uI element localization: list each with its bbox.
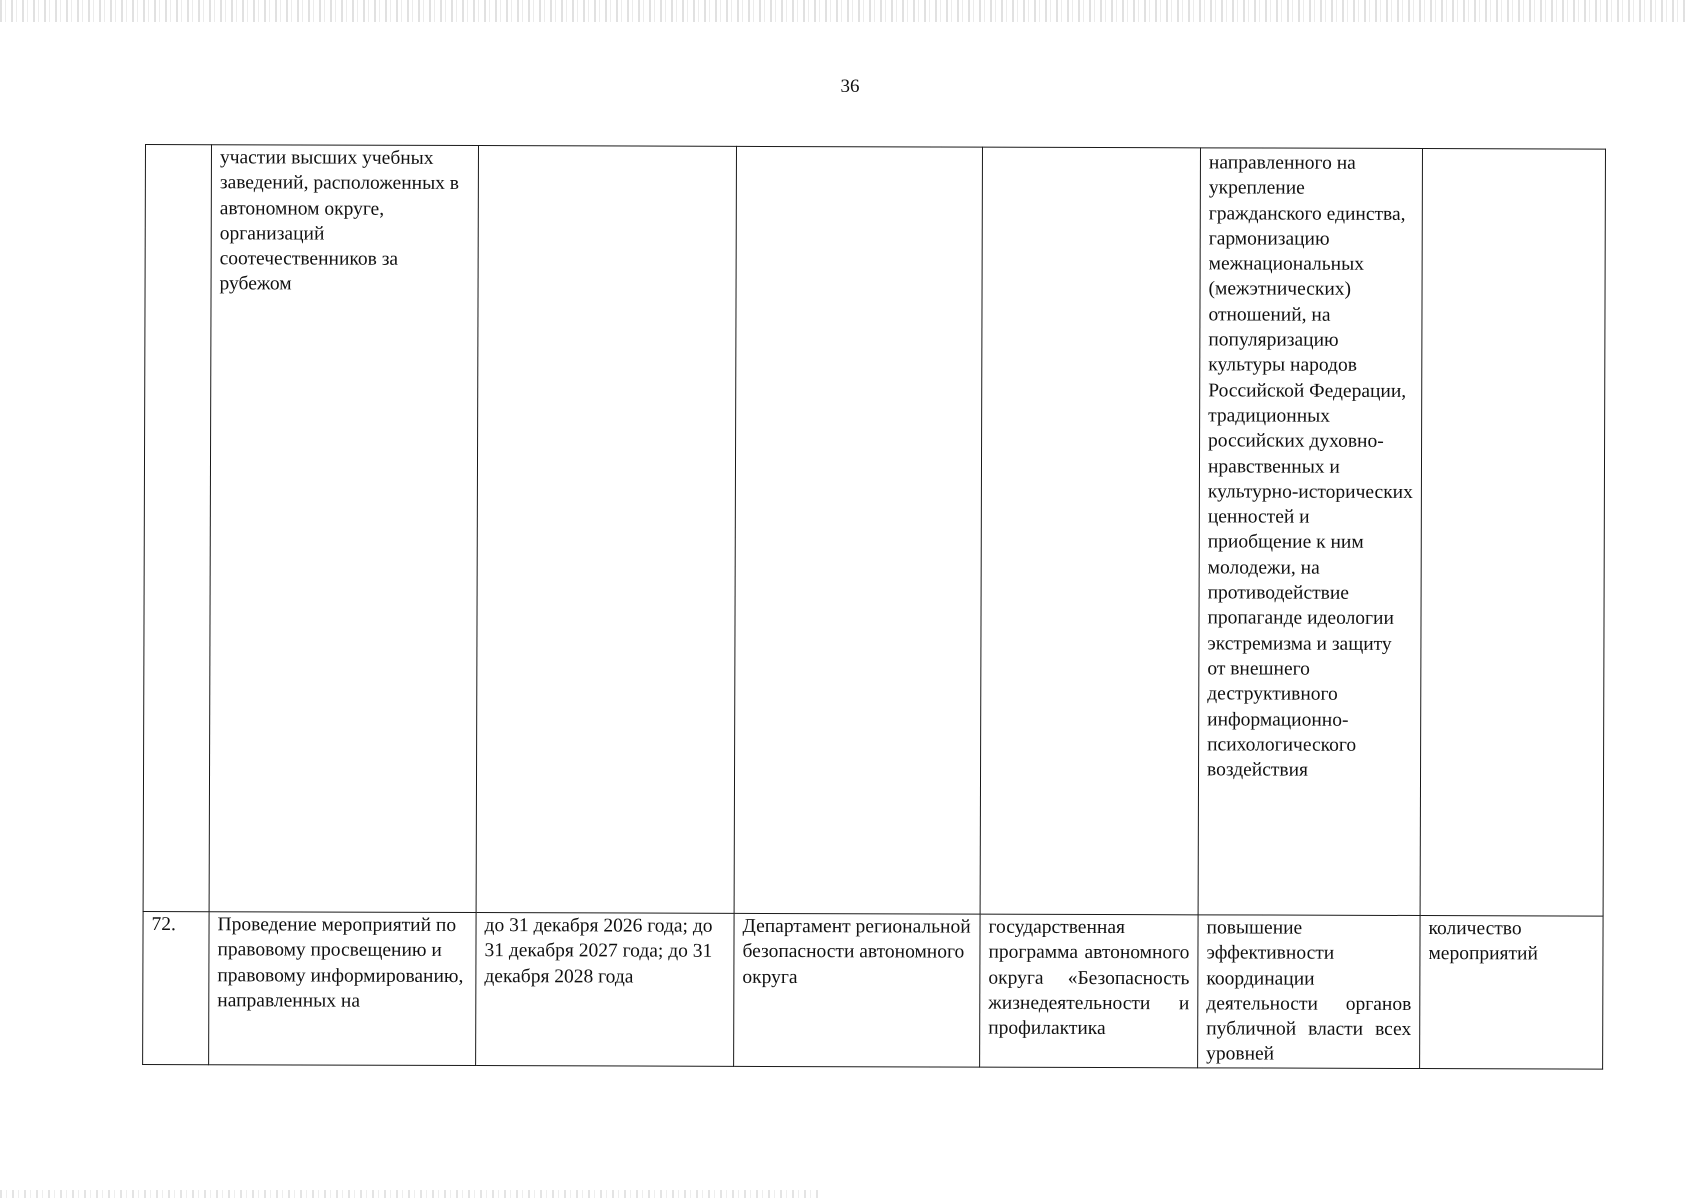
cell-event: Проведение мероприятий по правовому просвещению и правовому информированию, направленных на: [209, 912, 476, 1066]
table-row-72: [143, 911, 1603, 1068]
table-row-continued: [143, 145, 1605, 917]
cell-indicator: количество мероприятий: [1420, 916, 1603, 1069]
cell-indicator: [1420, 149, 1605, 917]
measures-table: [142, 144, 1606, 1069]
cell-program: государственная программа автономного округа «Безопасность жизнедеятельности и профилактика: [980, 914, 1198, 1067]
scan-edge-top: [0, 0, 1686, 22]
cell-number: 72.: [143, 911, 209, 1064]
cell-result: повышение эффективности координации деятельности органов публичной власти всех уровней: [1198, 915, 1420, 1068]
cell-number: [143, 145, 211, 912]
cell-result: направленного на укрепление гражданского единства, гармонизацию межнациональных (межэтнических) отношений, на популяризацию культуры народов Российской Федерации, традиционных российских духовно-нравственных и культурно-исторических ценностей и приобщение к ним молодежи, на противодействие пропаганде идеологии экстремизма и защиту от внешнего деструктивного информационно-психологического воздействия: [1198, 148, 1422, 916]
cell-deadline: до 31 декабря 2026 года; до 31 декабря 2027 года; до 31 декабря 2028 года: [476, 913, 734, 1067]
cell-executor: Департамент региональной безопасности автономного округа: [734, 913, 980, 1067]
cell-deadline: [476, 146, 736, 914]
cell-event: участии высших учебных заведений, расположенных в автономном округе, организаций соотечественников за рубежом: [209, 145, 478, 913]
page-number: 36: [840, 76, 860, 97]
cell-program: [980, 147, 1200, 915]
scan-edge-bottom: [0, 1190, 820, 1198]
cell-executor: [734, 146, 982, 914]
